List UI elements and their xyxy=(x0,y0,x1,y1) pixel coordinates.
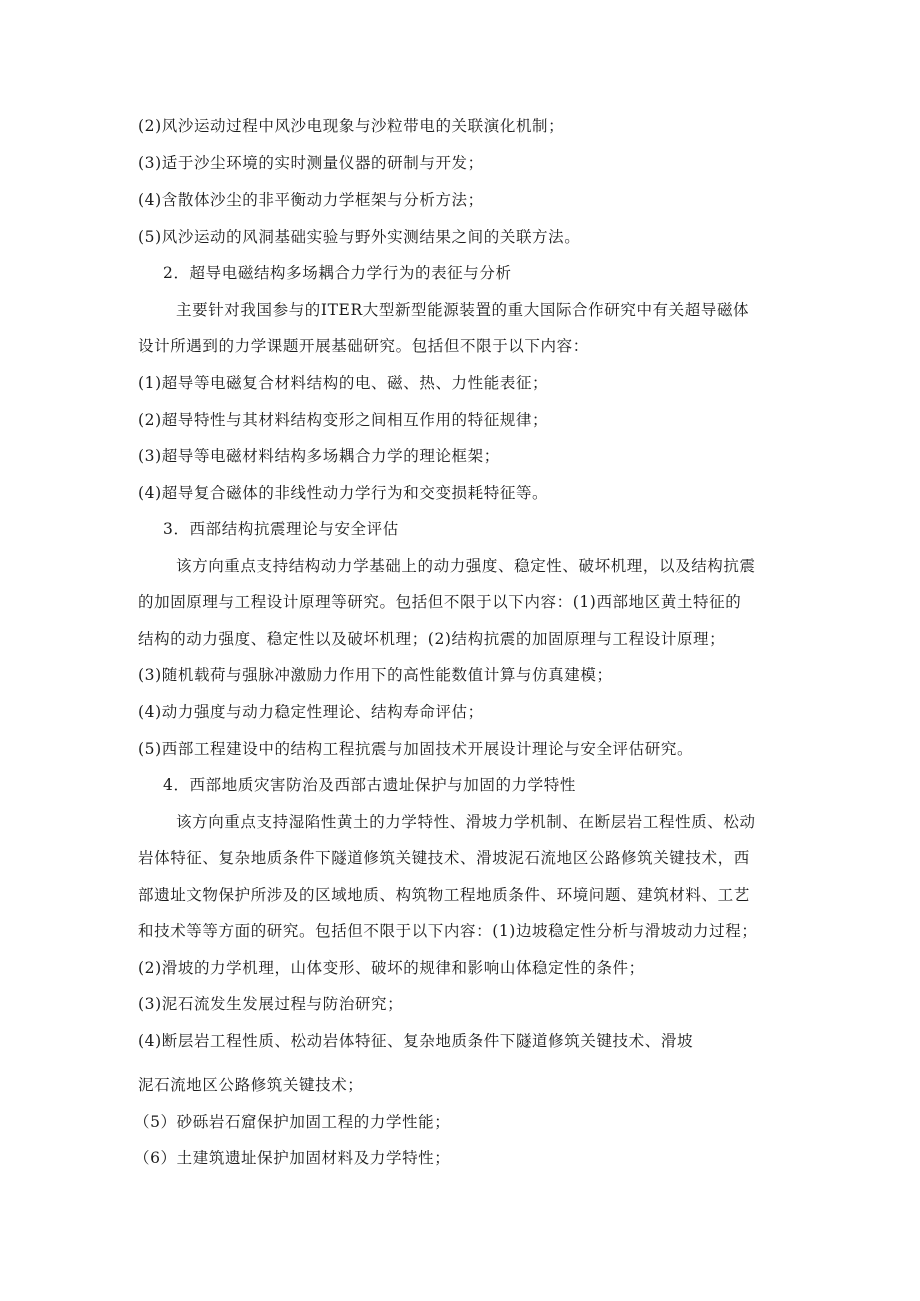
paragraph-line: 的加固原理与工程设计原理等研究。包括但不限于以下内容：(1)西部地区黄土特征的 xyxy=(138,593,742,611)
section-heading: 2．超导电磁结构多场耦合力学行为的表征与分析 xyxy=(163,264,512,282)
list-item: (5)风沙运动的风洞基础实验与野外实测结果之间的关联方法。 xyxy=(138,228,581,246)
paragraph-line: 部遗址文物保护所涉及的区域地质、构筑物工程地质条件、环境问题、建筑材料、工艺 xyxy=(138,886,750,904)
paragraph-line: 该方向重点支持湿陷性黄土的力学特性、滑坡力学机制、在断层岩工程性质、松动 xyxy=(176,813,756,831)
list-item: (4)断层岩工程性质、松动岩体特征、复杂地质条件下隧道修筑关键技术、滑坡 xyxy=(138,1032,694,1050)
list-item: （6）土建筑遗址保护加固材料及力学特性； xyxy=(134,1149,451,1167)
list-item: (2)风沙运动过程中风沙电现象与沙粒带电的关联演化机制； xyxy=(138,117,565,135)
list-item: (4)动力强度与动力稳定性理论、结构寿命评估； xyxy=(138,703,484,721)
section-heading: 4．西部地质灾害防治及西部古遗址保护与加固的力学特性 xyxy=(163,776,576,794)
list-item: （5）砂砾岩石窟保护加固工程的力学性能； xyxy=(134,1113,451,1131)
list-item: (5)西部工程建设中的结构工程抗震与加固技术开展设计理论与安全评估研究。 xyxy=(138,740,694,758)
paragraph-line: 结构的动力强度、稳定性以及破坏机理；(2)结构抗震的加固原理与工程设计原理； xyxy=(138,630,726,648)
paragraph-line: 该方向重点支持结构动力学基础上的动力强度、稳定性、破坏机理，以及结构抗震 xyxy=(176,557,756,575)
list-item: (3)泥石流发生发展过程与防治研究； xyxy=(138,995,404,1013)
list-item: (3)随机载荷与强脉冲激励力作用下的高性能数值计算与仿真建模； xyxy=(138,666,613,684)
paragraph-line: 和技术等等方面的研究。包括但不限于以下内容：(1)边坡稳定性分析与滑坡动力过程； xyxy=(138,922,758,940)
list-item: (3)超导等电磁材料结构多场耦合力学的理论框架； xyxy=(138,447,500,465)
paragraph-line: 主要针对我国参与的ITER大型新型能源装置的重大国际合作研究中有关超导磁体 xyxy=(176,301,750,319)
list-item: (4)超导复合磁体的非线性动力学行为和交变损耗特征等。 xyxy=(138,484,549,502)
list-item-continuation: 泥石流地区公路修筑关键技术； xyxy=(138,1076,364,1094)
paragraph-line: 岩体特征、复杂地质条件下隧道修筑关键技术、滑坡泥石流地区公路修筑关键技术，西 xyxy=(138,849,750,867)
list-item: (3)适于沙尘环境的实时测量仪器的研制与开发； xyxy=(138,154,484,172)
paragraph-line: 设计所遇到的力学课题开展基础研究。包括但不限于以下内容： xyxy=(138,337,589,355)
section-heading: 3．西部结构抗震理论与安全评估 xyxy=(163,520,399,538)
list-item: (2)滑坡的力学机理，山体变形、破坏的规律和影响山体稳定性的条件； xyxy=(138,959,645,977)
list-item: (2)超导特性与其材料结构变形之间相互作用的特征规律； xyxy=(138,411,549,429)
list-item: (4)含散体沙尘的非平衡动力学框架与分析方法； xyxy=(138,191,484,209)
list-item: (1)超导等电磁复合材料结构的电、磁、热、力性能表征； xyxy=(138,374,549,392)
